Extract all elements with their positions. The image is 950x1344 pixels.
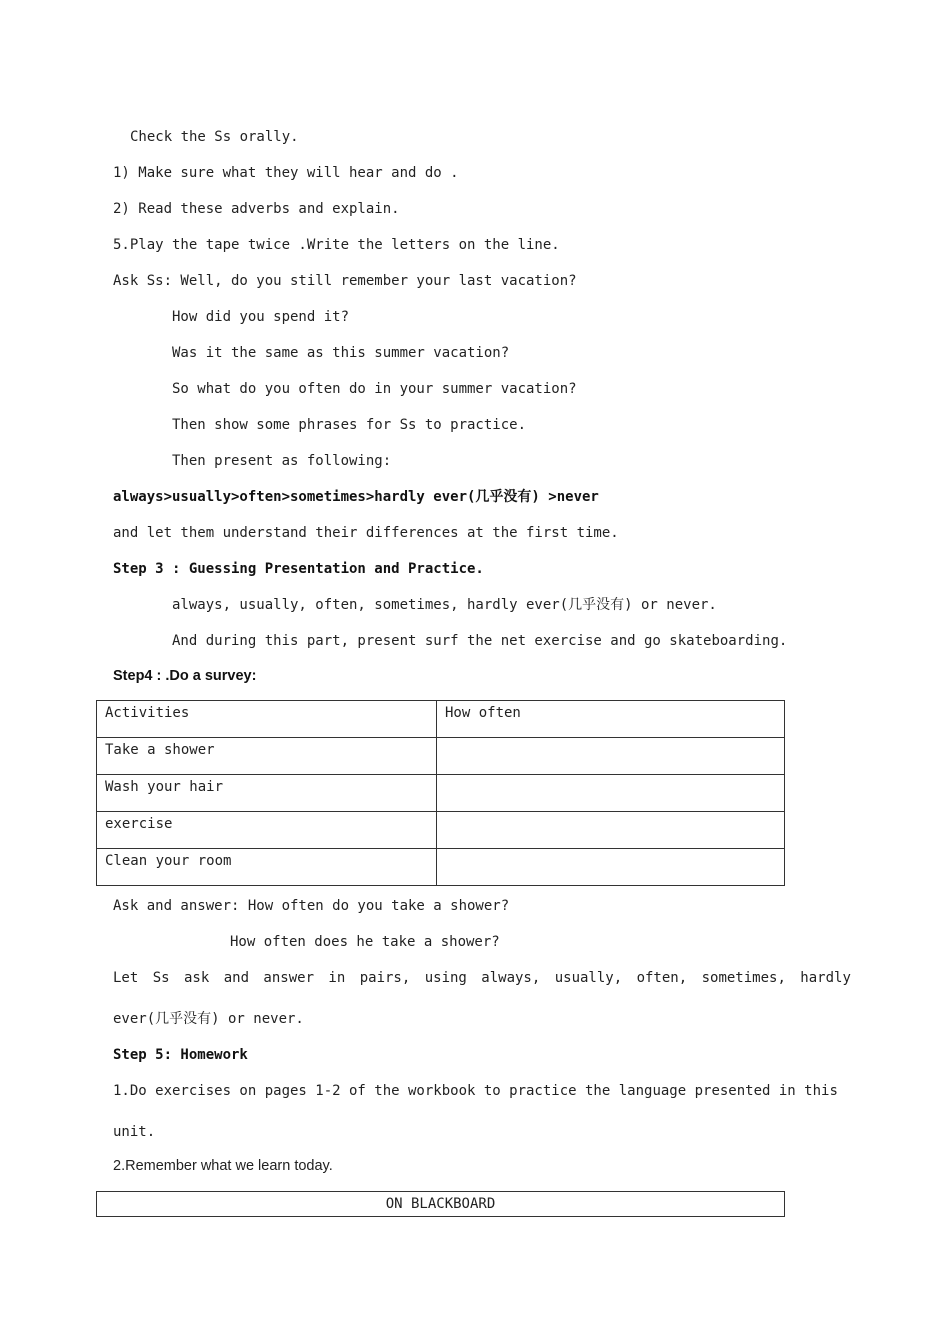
text-line: 2) Read these adverbs and explain. [113, 201, 400, 217]
text-line: Was it the same as this summer vacation? [172, 345, 510, 361]
table-row [97, 849, 785, 886]
text-line: Ask Ss: Well, do you still remember your last vacation? [113, 273, 577, 289]
blackboard-label: ON BLACKBOARD [385, 1196, 496, 1212]
text-line: and let them understand their differences at the first time. [113, 525, 619, 541]
text-line: And during this part, present surf the net exercise and go skateboarding. [172, 633, 788, 649]
table-cell [437, 775, 785, 812]
table-cell [437, 812, 785, 849]
text-line: unit. [113, 1124, 156, 1140]
table-header-cell: How often [437, 701, 785, 738]
text-line: How did you spend it? [172, 309, 350, 325]
table-cell: Clean your room [97, 849, 437, 886]
table-cell: Wash your hair [97, 775, 437, 812]
step-4-heading: Step4 : .Do a survey: [113, 668, 257, 684]
text-line: So what do you often do in your summer vacation? [172, 381, 577, 397]
step-3-heading: Step 3 : Guessing Presentation and Practice. [113, 561, 484, 577]
table-header-cell: Activities [97, 701, 437, 738]
text-line: Then show some phrases for Ss to practice. [172, 417, 527, 433]
text-line: always, usually, often, sometimes, hardly ever(几乎没有) or never. [172, 597, 717, 613]
table-row [97, 812, 785, 849]
text-line: Then present as following: [172, 453, 392, 469]
text-line: Ask and answer: How often do you take a shower? [113, 898, 510, 914]
table-row [97, 775, 785, 812]
table-header-row [97, 701, 785, 738]
text-line: 5.Play the tape twice .Write the letters on the line. [113, 237, 560, 253]
table-cell [437, 738, 785, 775]
table-cell: exercise [97, 812, 437, 849]
blackboard-box [96, 1191, 785, 1217]
step-5-heading: Step 5: Homework [113, 1047, 248, 1063]
text-line: 1.Do exercises on pages 1-2 of the workbook to practice the language presented in this [113, 1083, 838, 1099]
text-line: 1) Make sure what they will hear and do . [113, 165, 459, 181]
text-line: Let Ss ask and answer in pairs, using always, usually, often, sometimes, hardly [113, 970, 851, 986]
adverb-scale: always>usually>often>sometimes>hardly ever(几乎没有) >never [113, 489, 599, 505]
text-line: ever(几乎没有) or never. [113, 1011, 304, 1027]
table-cell: Take a shower [97, 738, 437, 775]
text-line: Check the Ss orally. [130, 129, 299, 145]
table-row [97, 738, 785, 775]
text-line: 2.Remember what we learn today. [113, 1158, 333, 1174]
table-cell [437, 849, 785, 886]
survey-table [96, 700, 785, 886]
text-line: How often does he take a shower? [230, 934, 500, 950]
